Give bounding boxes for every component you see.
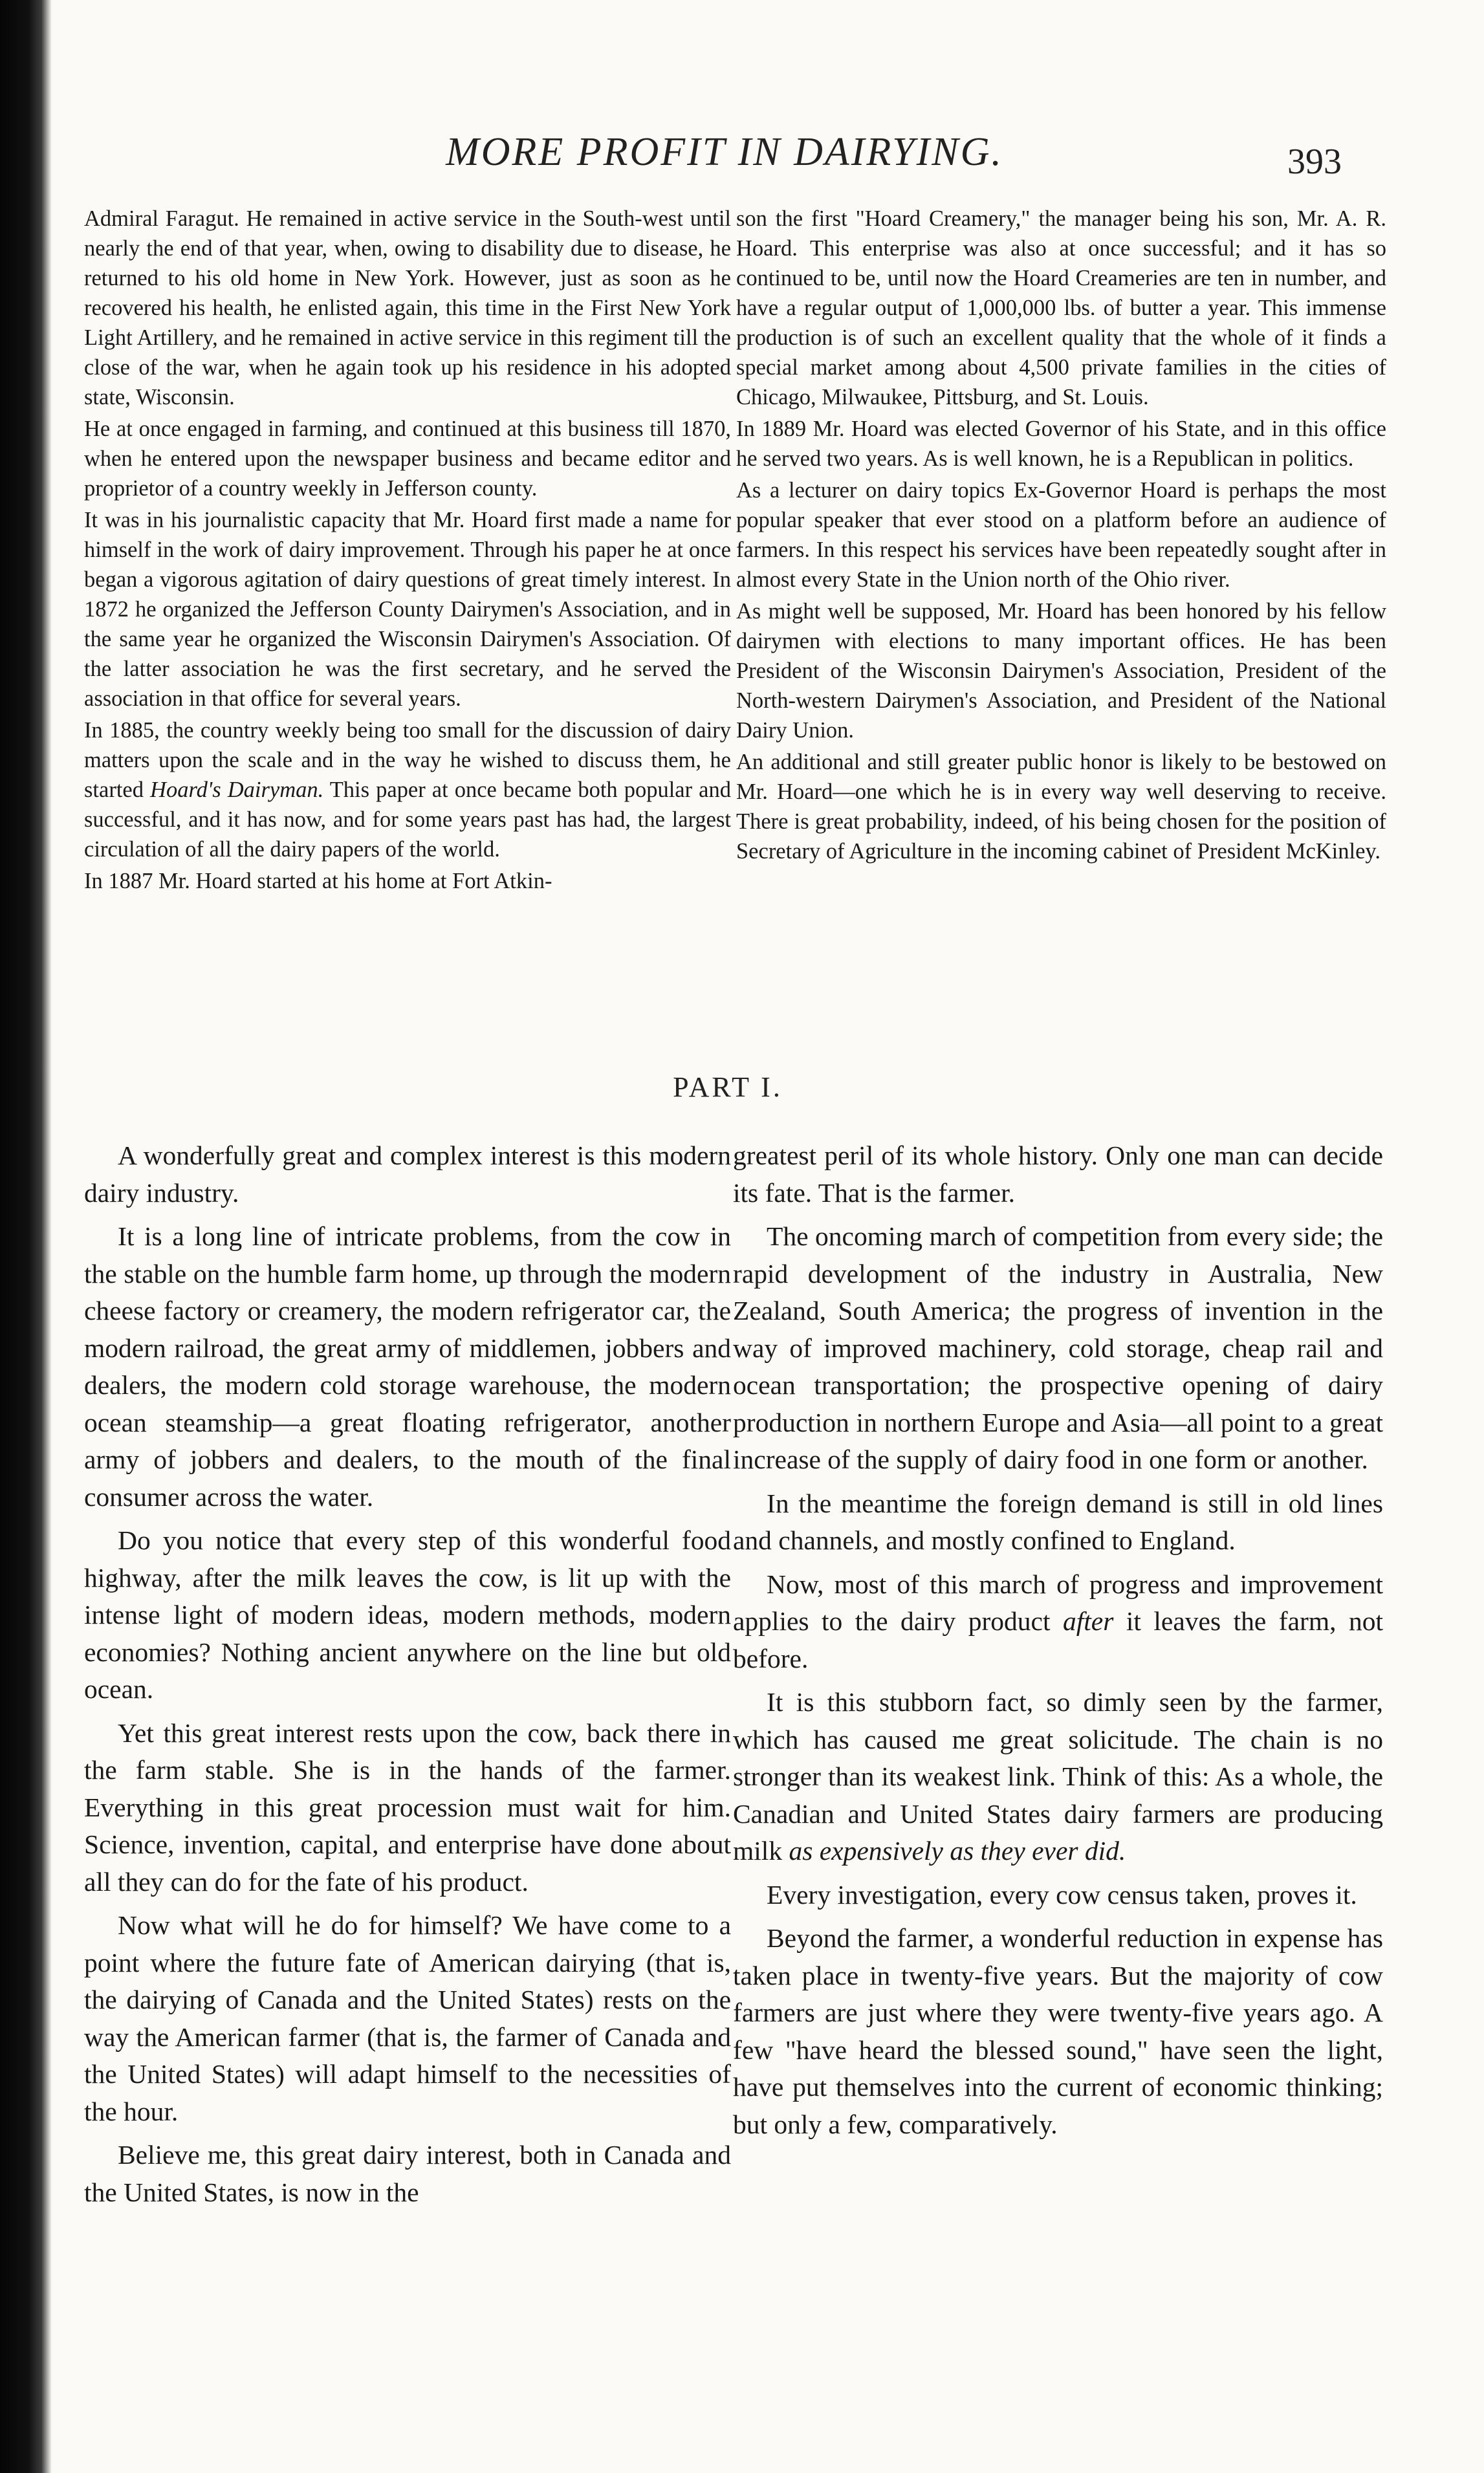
paragraph	[733, 1684, 1383, 1870]
paragraph: As might well be supposed, Mr. Hoard has been honored by his fellow dairymen with elections to many important offices. He has been President of the Wisconsin Dairymen's Association, President of the North-western Dairymen's Association, and President of the National Dairy Union.	[736, 599, 1386, 743]
paragraph: son the first "Hoard Creamery," the manager being his son, Mr. A. R. Hoard. This enterprise was also at once successful; and it has so continued to be, until now the Hoard Creameries are ten in number, and have a regular output of 1,000,000 lbs. of butter a year. This immense production is of such an excellent quality that the whole of it finds a special market among about 4,500 private families in the cities of Chicago, Milwaukee, Pittsburg, and St. Louis.	[736, 206, 1386, 409]
paragraph	[84, 715, 731, 864]
paragraph: He at once engaged in farming, and continued at this business till 1870, when he entered upon the newspaper business and became editor and proprietor of a country weekly in Jefferson county.	[84, 417, 731, 501]
publication-title: Hoard's Dairyman.	[150, 778, 324, 802]
paragraph	[733, 1566, 1383, 1678]
paragraph: greatest peril of its whole history. Only one man can decide its fate. That is the farmer.	[733, 1140, 1383, 1208]
paragraph: Yet this great interest rests upon the cow, back there in the farm stable. She is in the hands of the farmer. Everything in this great procession must wait for him. Science, invention, capital, and enterprise have done about all they can do for the fate of his product.	[84, 1717, 731, 1897]
paragraph: The oncoming march of competition from every side; the rapid development of the industry in Australia, New Zealand, South America; the progress of invention in the way of improved machinery, cold storage, cheap rail and ocean transportation; the prospective opening of dairy production in northern Europe and Asia—all point to a great increase of the supply of dairy food in one form or another.	[733, 1221, 1383, 1474]
page-number: 393	[1287, 142, 1342, 182]
upper-left-column	[84, 204, 731, 898]
paragraph: Every investigation, every cow census taken, proves it.	[767, 1879, 1357, 1910]
lower-left-column	[84, 1137, 731, 2217]
paragraph: In 1889 Mr. Hoard was elected Governor of his State, and in this office he served two years. As is well known, he is a Republican in politics.	[736, 417, 1386, 471]
text-run: it leaves the farm, not before.	[733, 1606, 1383, 1673]
paragraph: In 1887 Mr. Hoard started at his home at Fort Atkin-	[84, 869, 552, 893]
lower-right-column	[733, 1137, 1383, 2150]
section-heading: PART I.	[673, 1071, 783, 1103]
text-run: It is this stubborn fact, so dimly seen by the farmer, which has caused me great solicitude. The chain is no stronger than its weakest link. Think of this: As a whole, the Canadian and United States dairy farmers are producing milk	[733, 1687, 1383, 1866]
text-run: In 1885, the country weekly being too small for the discussion of dairy matters upon the scale and in the way he wished to discuss them, he started	[84, 718, 731, 802]
paragraph: As a lecturer on dairy topics Ex-Governor Hoard is perhaps the most popular speaker that ever stood on a platform before an audience of farmers. In this respect his services have been repeatedly sought after in almost every State in the Union north of the Ohio river.	[736, 478, 1386, 592]
book-binding-edge	[0, 0, 52, 2473]
paragraph: Beyond the farmer, a wonderful reduction in expense has taken place in twenty-five years. But the majority of cow farmers are just where they were twenty-five years ago. A few "have heard the blessed sound," have seen the light, have put themselves into the current of economic thinking; but only a few, comparatively.	[733, 1923, 1383, 2139]
paragraph: Admiral Faragut. He remained in active service in the South-west until nearly the end of that year, when, owing to disability due to disease, he returned to his old home in New York. However, just as soon as he recovered his health, he enlisted again, this time in the First New York Light Artillery, and he remained in active service in this regiment till the close of the war, when he again took up his residence in his adopted state, Wisconsin.	[84, 206, 731, 409]
paragraph: In the meantime the foreign demand is still in old lines and channels, and mostly confined to England.	[733, 1488, 1383, 1555]
paragraph: Now what will he do for himself? We have come to a point where the future fate of American dairying (that is, the dairying of Canada and the United States) rests on the way the American farmer (that is, the farmer of Canada and the United States) will adapt himself to the necessities of the hour.	[84, 1910, 731, 2126]
text-run: Now, most of this march of progress and improvement applies to the dairy product	[733, 1569, 1383, 1636]
emphasis: as expensively as they ever did.	[789, 1836, 1126, 1866]
paragraph: An additional and still greater public honor is likely to be bestowed on Mr. Hoard—one which he is in every way well deserving to receive. There is great probability, indeed, of his being chosen for the position of Secretary of Agriculture in the incoming cabinet of President McKinley.	[736, 750, 1386, 864]
paragraph: Do you notice that every step of this wonderful food highway, after the milk leaves the cow, is lit up with the intense light of modern ideas, modern methods, modern economies? Nothing ancient anywhere on the line but old ocean.	[84, 1525, 731, 1704]
paragraph: A wonderfully great and complex interest is this modern dairy industry.	[84, 1140, 731, 1208]
paragraph: It is a long line of intricate problems, from the cow in the stable on the humble farm home, up through the modern cheese factory or creamery, the modern refrigerator car, the modern railroad, the great army of middlemen, jobbers and dealers, the modern cold storage warehouse, the modern ocean steamship—a great floating refrigerator, another army of jobbers and dealers, to the mouth of the final consumer across the water.	[84, 1221, 731, 1512]
emphasis: after	[1062, 1606, 1114, 1636]
paragraph: It was in his journalistic capacity that Mr. Hoard first made a name for himself in the work of dairy improvement. Through his paper he at once began a vigorous agitation of dairy questions of great timely interest. In 1872 he organized the Jefferson County Dairymen's Association, and in the same year he organized the Wisconsin Dairymen's Association. Of the latter association he was the first secretary, and he served the association in that office for several years.	[84, 508, 731, 711]
text-run: This paper at once became both popular and successful, and it has now, and for some years past has had, the largest circulation of all the dairy papers of the world.	[84, 778, 731, 862]
paragraph: Believe me, this great dairy interest, both in Canada and the United States, is now in the	[84, 2140, 731, 2207]
upper-right-column	[736, 204, 1386, 868]
running-head: MORE PROFIT IN DAIRYING.	[446, 130, 1003, 174]
